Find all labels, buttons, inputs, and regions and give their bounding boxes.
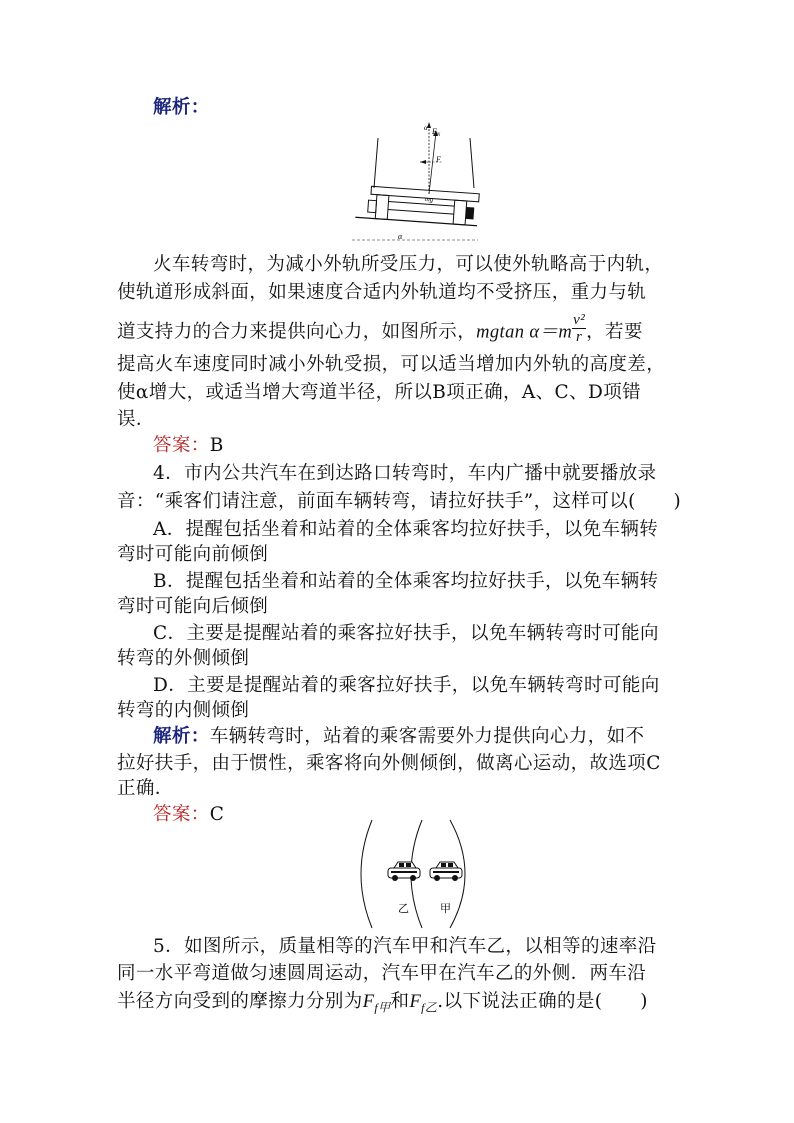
q4-answer-label: 答案： — [153, 804, 210, 825]
mg-label: mg — [424, 195, 434, 204]
car-yi-icon — [388, 862, 420, 881]
alpha-bottom-label: α — [398, 232, 403, 241]
analysis-label-text: 解析： — [153, 97, 210, 118]
q3-para-line-3-text: 道支持力的合力来提供向心力，如图所示， — [117, 321, 477, 343]
answer-value: B — [209, 435, 224, 456]
q5-stem-line-2: 同一水平弯道做匀速圆周运动，汽车甲在汽车乙的外侧．两车沿 — [117, 963, 647, 984]
q4-option-c-line-1: C．主要是提醒站着的乘客拉好扶手，以免车辆转弯时可能向 — [153, 623, 659, 644]
formula-denominator: r — [576, 329, 583, 345]
q4-stem-line-2: 音：“乘客们请注意，前面车辆转弯，请拉好扶手”，这样可以( ) — [117, 491, 682, 512]
alpha-top-label: α — [424, 124, 428, 132]
q4-option-a-line-1: A．提醒包括坐着和站着的全体乘客均拉好扶手，以免车辆转 — [153, 519, 659, 540]
q5-stem-line-3 — [117, 990, 682, 1020]
q3-para-line-6: 误． — [117, 409, 155, 430]
q3-para-line-4: 提高火车速度同时减小外轨受损，可以适当增加内外轨的高度差， — [117, 354, 666, 375]
car-yi-label: 乙 — [398, 903, 409, 915]
f-subscript-1: f甲 — [374, 1000, 391, 1015]
q4-analysis-line-1 — [153, 725, 682, 749]
q3-para-line-3 — [117, 312, 682, 349]
f-symbol-2: F — [409, 992, 422, 1012]
q4-option-c-line-2: 转弯的外侧倾倒 — [117, 648, 250, 669]
f-label: F — [436, 155, 441, 164]
answer-label: 答案： — [153, 435, 210, 456]
curved-road-figure — [360, 818, 480, 930]
f-symbol-1: F — [362, 992, 375, 1012]
q4-option-b-line-2: 弯时可能向后倾倒 — [117, 596, 269, 617]
and-text: 和 — [390, 991, 410, 1012]
q4-option-d-line-1: D．主要是提醒站着的乘客拉好扶手，以免车辆转弯时可能向 — [153, 675, 660, 696]
car-jia-label: 甲 — [440, 903, 451, 915]
q4-stem-line-1: 4．市内公共汽车在到达路口转弯时，车内广播中就要播放录 — [153, 463, 657, 484]
q4-option-a-line-2: 弯时可能向前倾倒 — [117, 544, 269, 565]
q3-para-line-2: 使轨道形成斜面，如果速度合适内外轨道均不受挤压，重力与轨 — [117, 282, 647, 303]
q3-answer — [153, 434, 682, 458]
car-jia-icon — [430, 862, 462, 881]
q4-analysis-label: 解析： — [153, 726, 210, 747]
q4-option-d-line-2: 转弯的内侧倾倒 — [117, 700, 250, 721]
analysis-label — [153, 96, 682, 120]
q4-answer-value: C — [209, 804, 225, 825]
formula-numerator: v² — [573, 312, 586, 328]
train-force-figure — [350, 118, 480, 246]
q5-stem-line-1: 5．如图所示，质量相等的汽车甲和汽车乙，以相等的速率沿 — [153, 936, 657, 957]
f-subscript-2: f乙 — [421, 1000, 438, 1015]
formula-tan: tan α＝m — [499, 322, 573, 343]
q5-stem-line-3-text: 半径方向受到的摩擦力分别为 — [117, 991, 363, 1012]
q4-analysis-line-3: 正确． — [117, 778, 174, 799]
q5-tail: .以下说法正确的是( ) — [437, 991, 648, 1012]
fn-label: $F_N$ — [432, 127, 441, 138]
q3-para-line-5: 使α增大，或适当增大弯道半径，所以B项正确，A、C、D项错 — [117, 382, 642, 403]
q4-option-b-line-1: B．提醒包括坐着和站着的全体乘客均拉好扶手，以免车辆转 — [153, 571, 659, 592]
q4-analysis-text-1: 车辆转弯时，站着的乘客需要外力提供向心力，如不 — [209, 726, 645, 747]
formula-fraction — [572, 312, 586, 345]
formula-mg: mg — [476, 322, 500, 343]
formula-after: ，若要 — [586, 321, 643, 343]
q4-analysis-line-2: 拉好扶手，由于惯性，乘客将向外侧倾倒，做离心运动，故选项C — [117, 753, 661, 774]
q3-para-line-1: 火车转弯时，为减小外轨所受压力，可以使外轨略高于内轨， — [153, 254, 664, 275]
